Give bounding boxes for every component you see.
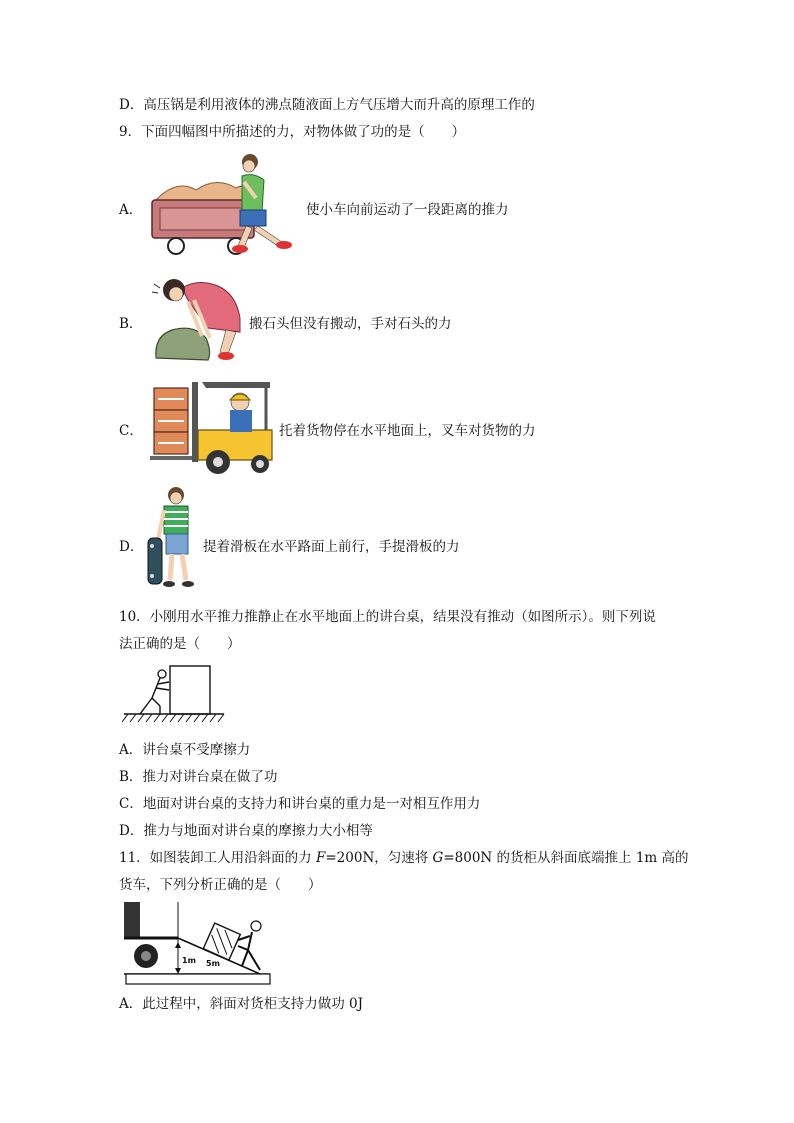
q9-option-c-label: C．	[119, 423, 143, 439]
q9-option-b-label: B．	[119, 316, 143, 332]
q10-stem-line1: 10．小刚用水平推力推静止在水平地面上的讲台桌，结果没有推动（如图所示）。则下列说	[119, 609, 656, 625]
q9-option-c-text: 托着货物停在水平地面上，叉车对货物的力	[279, 423, 536, 439]
q10-option-a: A．讲台桌不受摩擦力	[119, 742, 251, 758]
force-symbol: F	[315, 850, 326, 866]
q9-option-b-text: 搬石头但没有搬动，手对石头的力	[249, 316, 452, 332]
q11-stem-line1: 11．如图装卸工人用沿斜面的力 F=200N，匀速将 G=800N 的货柜从斜面底端推上 1m 高的	[119, 850, 689, 866]
weight-symbol: G	[432, 850, 444, 866]
q10-option-d: D．推力与地面对讲台桌的摩擦力大小相等	[119, 823, 373, 839]
q11-stem-line2: 货车，下列分析正确的是（ ）	[119, 877, 322, 893]
q9-option-a-label: A．	[119, 202, 143, 218]
forklift-figure	[146, 378, 276, 476]
q10-option-b: B．推力对讲台桌在做了功	[119, 769, 278, 785]
height-label: 1m	[182, 956, 196, 965]
q8-option-d: D．高压锅是利用液体的沸点随液面上方气压增大而升高的原理工作的	[119, 97, 535, 113]
pushing-desk-figure	[122, 662, 226, 724]
carrying-skateboard-figure	[146, 484, 200, 592]
q9-option-d-label: D．	[119, 539, 144, 555]
q10-stem-line2: 法正确的是（ ）	[119, 636, 241, 652]
q9-option-d-text: 提着滑板在水平路面上前行，手提滑板的力	[203, 539, 460, 555]
q10-option-c: C．地面对讲台桌的支持力和讲台桌的重力是一对相互作用力	[119, 796, 481, 812]
incline-truck-figure	[122, 900, 274, 990]
q9-stem: 9．下面四幅图中所描述的力，对物体做了功的是（ ）	[119, 124, 466, 140]
lifting-stone-figure	[148, 272, 248, 364]
q9-option-a-text: 使小车向前运动了一段距离的推力	[306, 202, 509, 218]
length-label: 5m	[206, 959, 220, 968]
q11-option-a: A．此过程中，斜面对货柜支持力做功 0J	[119, 996, 364, 1012]
cart-pushing-figure	[146, 150, 302, 256]
